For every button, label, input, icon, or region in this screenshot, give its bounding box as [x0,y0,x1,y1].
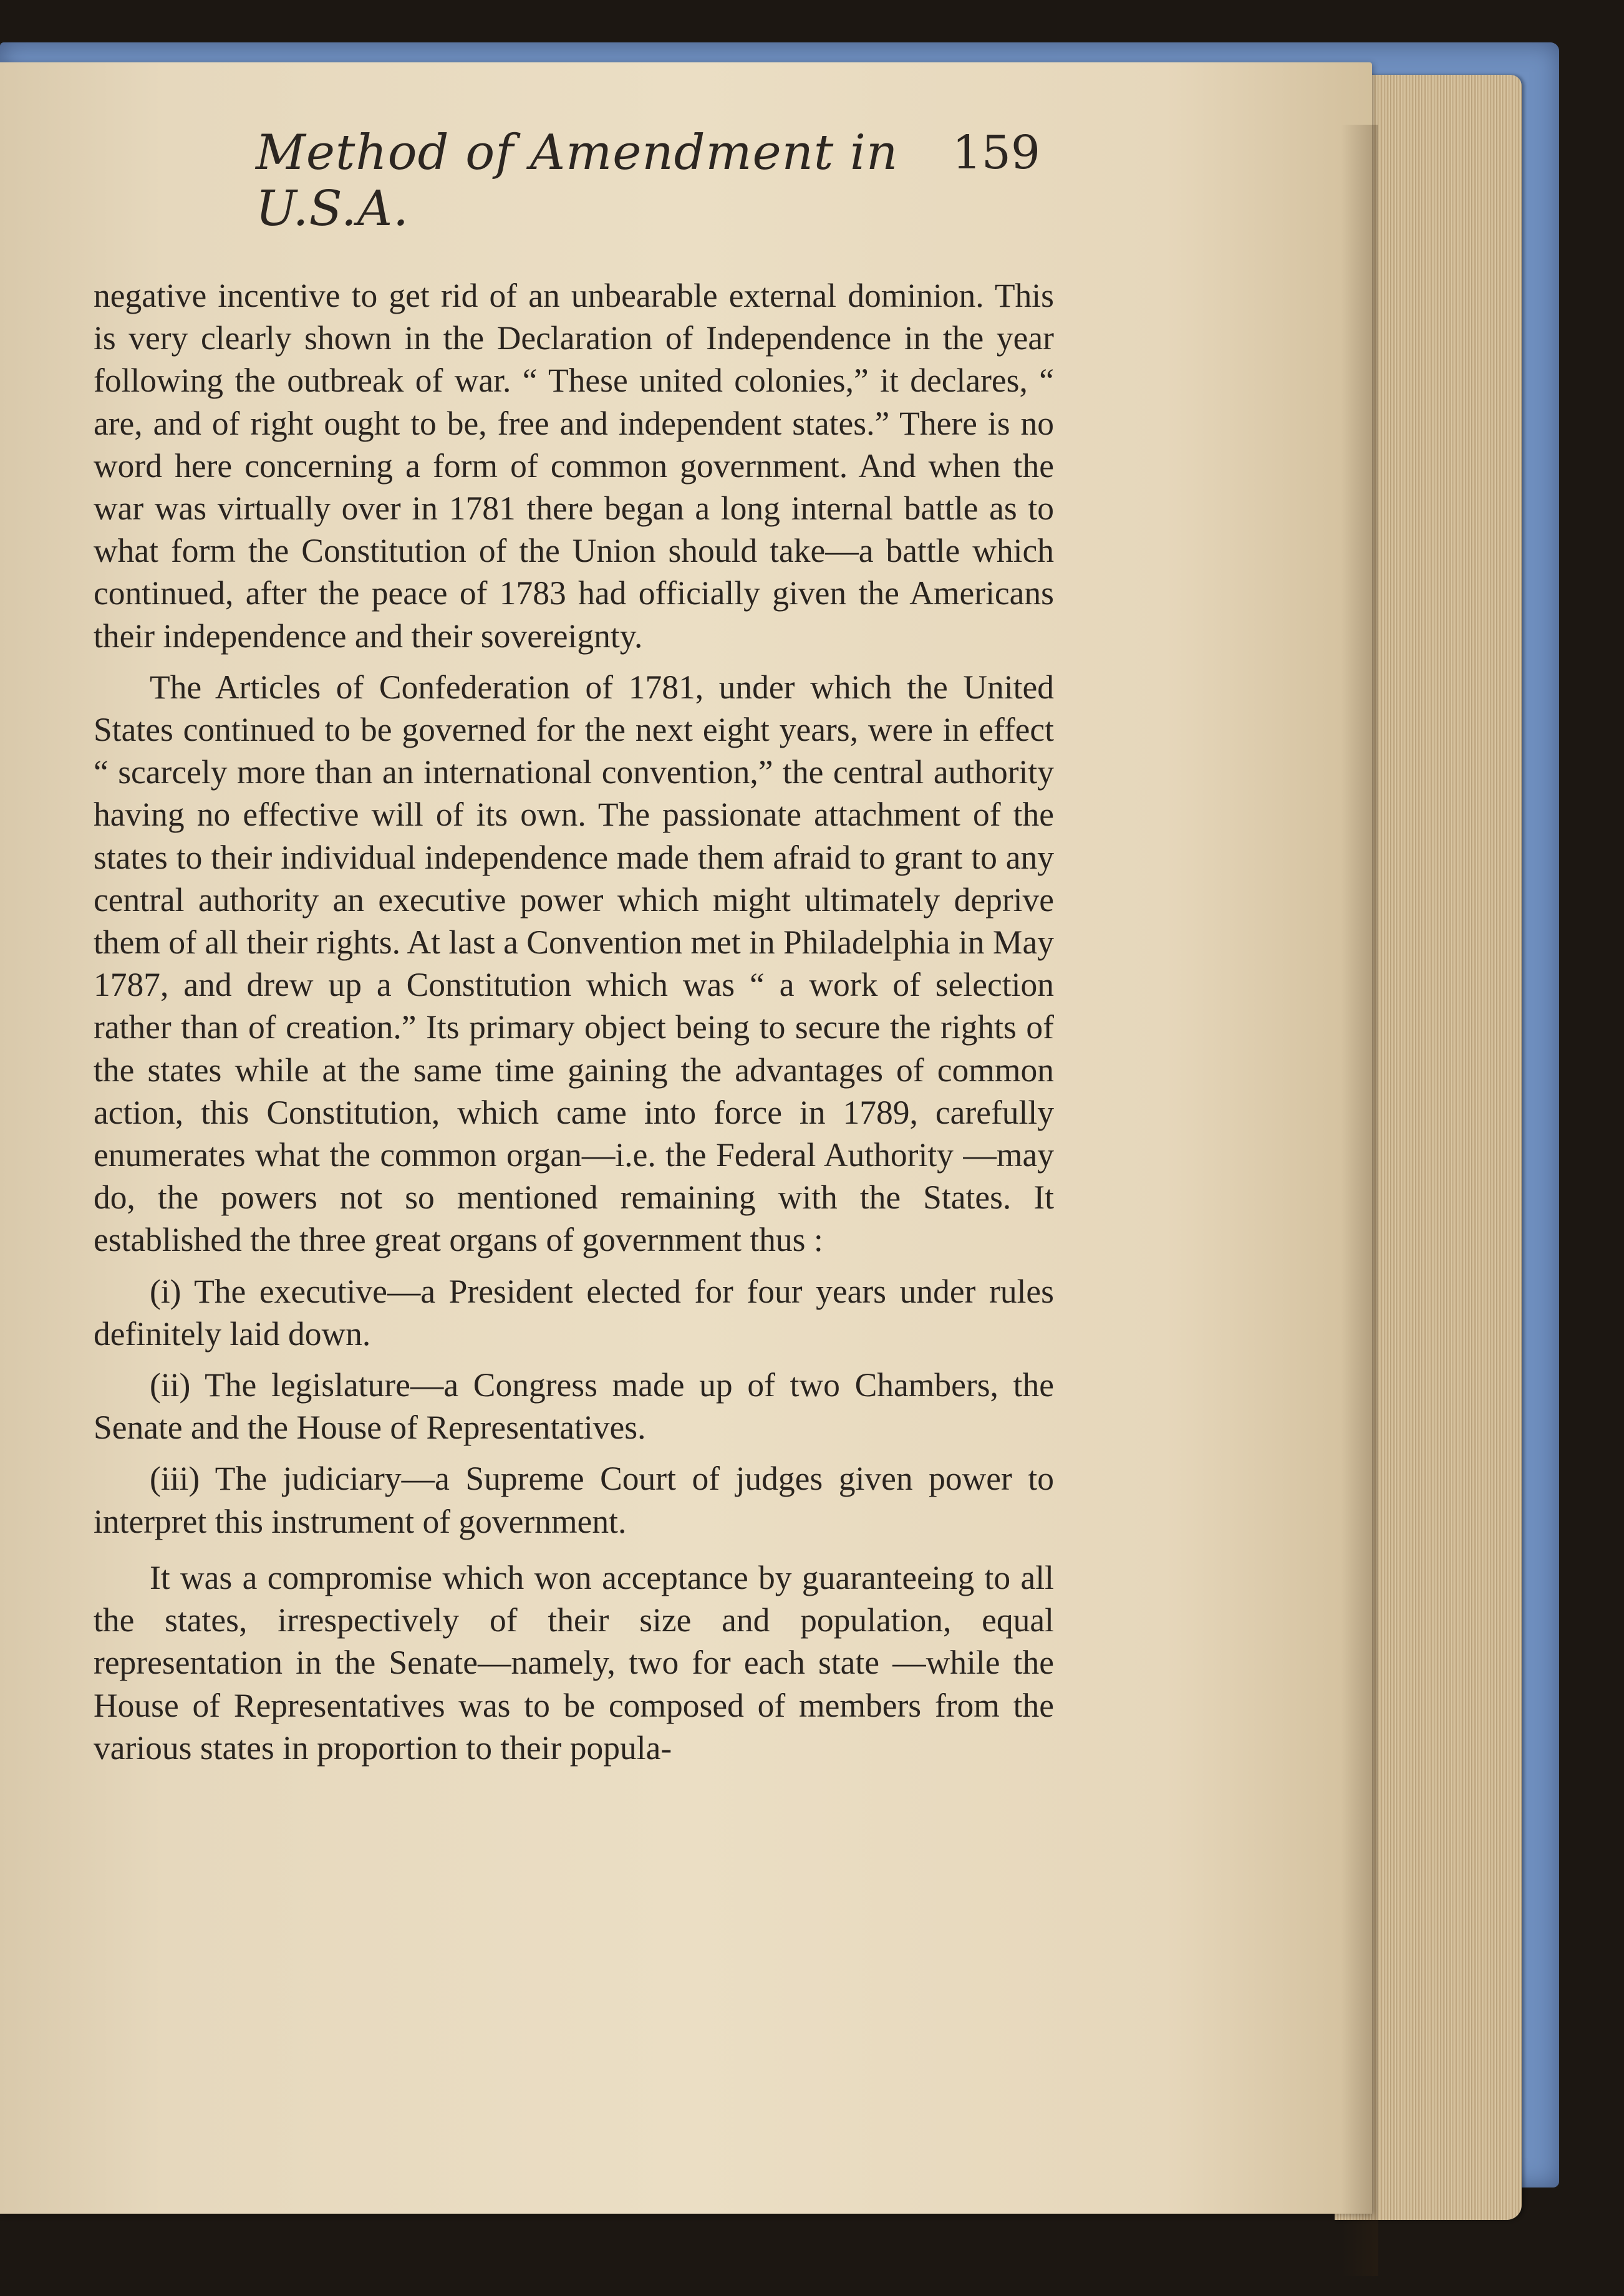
paragraph-continued: negative incentive to get rid of an unbearable external dominion. This is very clearly shown in the Declaration of Independence in the year following the outbreak of war. “ These united colonies,” it declares, “ are, and of right ought to be, free and independent states.” There is no word here concerning a form of common government. And when the war was virtually over in 1781 there began a long internal battle as to what form the Constitution of the Union should take—a battle which continued, after the peace of 1783 had officially given the Americans their independence and their sovereignty. [94,277,1054,655]
body-text [94,274,1054,1769]
list-item-judiciary: (iii) The judiciary—a Supreme Court of judges given power to interpret this instrument of government. [94,1460,1054,1540]
list-item-legislature: (ii) The legislature—a Congress made up of two Chambers, the Senate and the House of Representatives. [94,1366,1054,1447]
page-edge-shadow [1341,125,1378,2276]
running-title: Method of Amendment in U.S.A. [256,125,899,237]
paragraph: It was a compromise which won acceptance by guaranteeing to all the states, irrespectively of their size and population, equal representation in the Senate—namely, two for each state —while the House of Representatives was to be composed of members from the various states in proportion to their popula- [94,1558,1054,1767]
paragraph: The Articles of Confederation of 1781, under which the United States continued to be governed for the next eight years, were in effect “ scarcely more than an international convention,” the central authority having no effective will of its own. The passionate attachment of the states to their individual independence made them afraid to grant to any central authority an executive power which might ultimately deprive them of all their rights. At last a Convention met in Philadelphia in May 1787, and drew up a Constitution which was “ a work of selection rather than of creation.” Its primary object being to secure the rights of the states while at the same time gaining the advantages of common action, this Constitution, which came into force in 1789, carefully enumerates what the common organ—i.e. the Federal Authority —may do, the powers not so mentioned remaining with the States. It established the three great organs of government thus : [94,668,1054,1259]
page-number: 159 [952,126,1040,180]
running-head [94,118,1054,237]
list-item-executive: (i) The executive—a President elected for four years under rules definitely laid down. [94,1272,1054,1353]
